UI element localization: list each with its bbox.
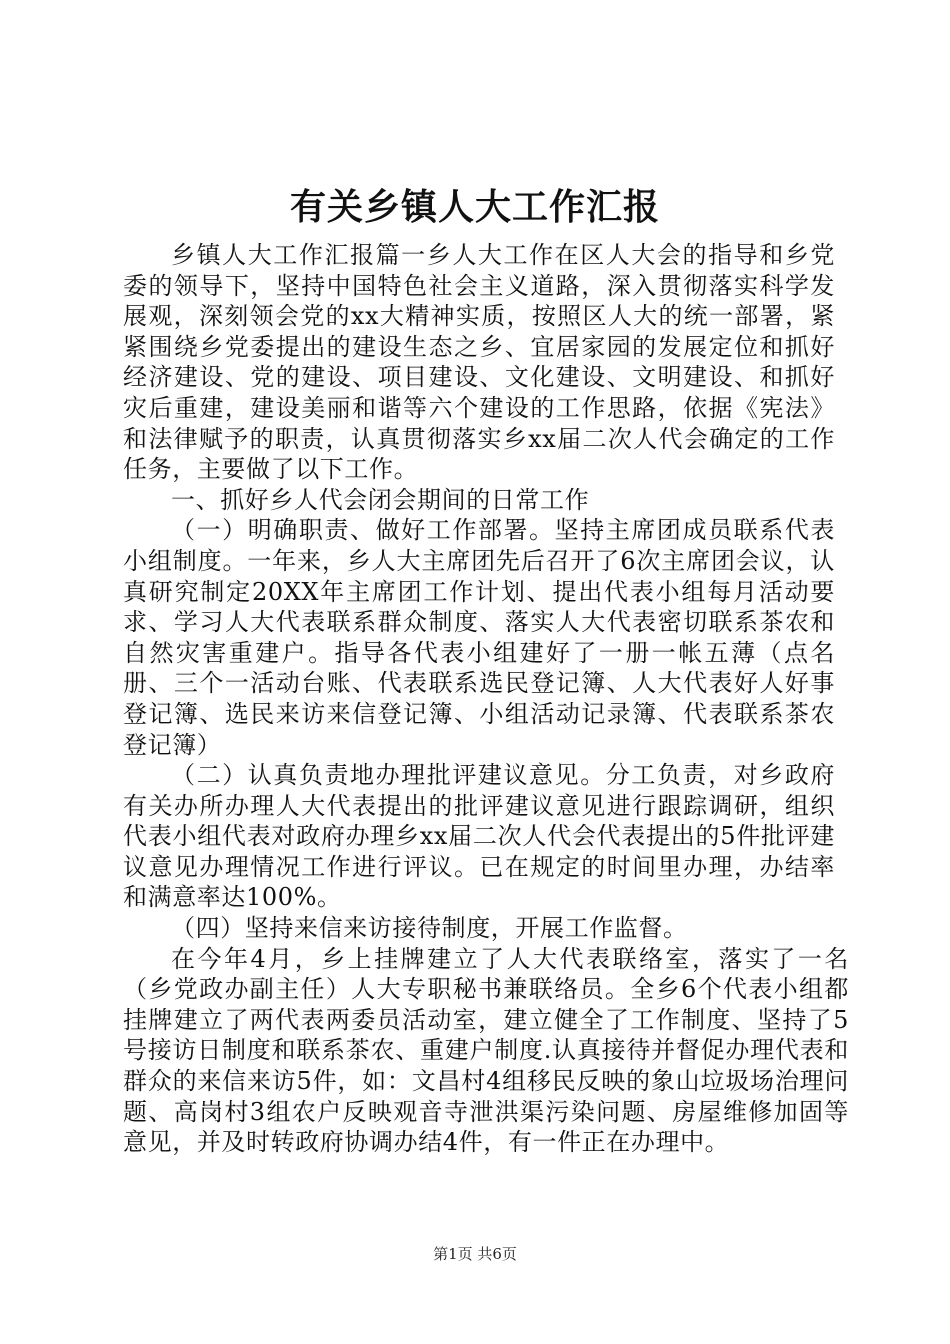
paragraph-subsection-2: （二）认真负责地办理批评建议意见。分工负责，对乡政府有关办所办理人大代表提出的批评建议意见进行跟踪调研，组织代表小组代表对政府办理乡xx届二次人代会代表提出的5件批评建议意见办理情况工作进行评议。已在规定的时间里办理，办结率和满意率达100%。: [123, 761, 835, 912]
paragraph-intro: 乡镇人大工作汇报篇一乡人大工作在区人大会的指导和乡党委的领导下，坚持中国特色社会主义道路，深入贯彻落实科学发展观，深刻领会党的xx大精神实质，按照区人大的统一部署，紧紧围绕乡党委提出的建设生态之乡、宜居家园的发展定位和抓好经济建设、党的建设、项目建设、文化建设、文明建设、和抓好灾后重建，建设美丽和谐等六个建设的工作思路，依据《宪法》和法律赋予的职责，认真贯彻落实乡xx届二次人代会确定的工作任务，主要做了以下工作。: [123, 241, 835, 484]
document-title: 有关乡镇人大工作汇报: [289, 186, 660, 228]
paragraph-subsection-4-heading: （四）坚持来信来访接待制度，开展工作监督。: [171, 914, 688, 943]
page-footer: 第1页 共6页: [433, 1245, 517, 1263]
paragraph-liaison-office: 在今年4月，乡上挂牌建立了人大代表联络室，落实了一名（乡党政办副主任）人大专职秘书兼联络员。全乡6个代表小组都挂牌建立了两代表两委员活动室，建立健全了工作制度、坚持了5号接访日制度和联系茶农、重建户制度.认真接待并督促办理代表和群众的来信来访5件，如：文昌村4组移民反映的象山垃圾场治理问题、高岗村3组农户反映观音寺泄洪渠污染问题、房屋维修加固等意见，并及时转政府协调办结4件，有一件正在办理中。: [123, 944, 849, 1157]
paragraph-subsection-1: （一）明确职责、做好工作部署。坚持主席团成员联系代表小组制度。一年来，乡人大主席团先后召开了6次主席团会议，认真研究制定20XX年主席团工作计划、提出代表小组每月活动要求、学习人大代表联系群众制度、落实人大代表密切联系茶农和自然灾害重建户。指导各代表小组建好了一册一帐五薄（点名册、三个一活动台账、代表联系选民登记簿、人大代表好人好事登记簿、选民来访来信登记簿、小组活动记录簿、代表联系茶农登记簿）: [123, 516, 835, 759]
section-heading-1: 一、抓好乡人代会闭会期间的日常工作: [171, 485, 590, 514]
document-body: [123, 240, 849, 1158]
